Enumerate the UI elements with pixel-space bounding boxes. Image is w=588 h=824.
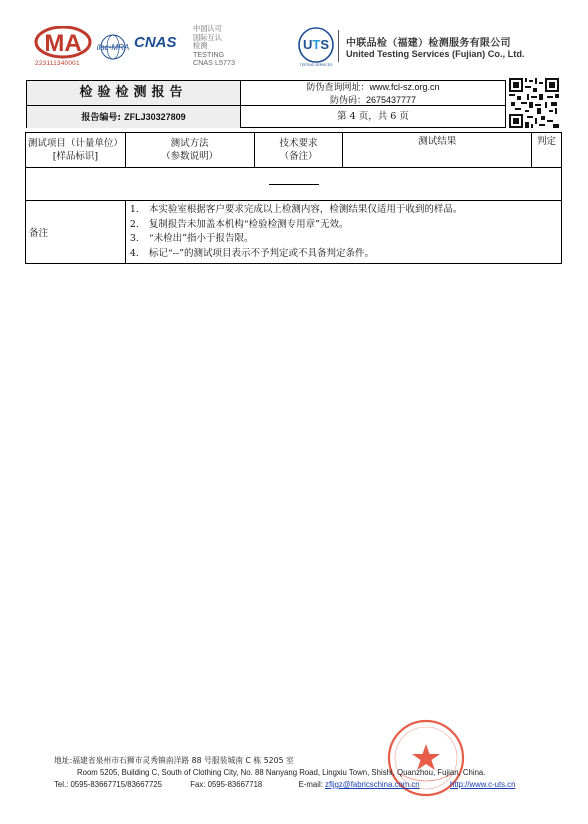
col-judgement: 判定 [532, 133, 562, 168]
anti-fake-url[interactable]: www.fcl-sz.org.cn [369, 82, 440, 92]
report-number: 报告编号: ZFLJ30327809 [27, 106, 240, 128]
end-marker [26, 168, 562, 201]
svg-text:ilac-MRA: ilac-MRA [96, 43, 130, 52]
ilac-mra-logo [92, 33, 134, 61]
footer-address-cn: 地址:福建省泉州市石狮市灵秀镇南洋路 88 号服装城南 C 栋 5205 室 [54, 756, 294, 765]
footer-email-link[interactable]: zfljgz@fabricschina.com.cn [325, 780, 420, 789]
svg-text:UTS: UTS [302, 37, 330, 52]
empty-result-row [26, 168, 562, 201]
cnas-logo: CNAS [134, 34, 177, 51]
col-technical-requirement: 技术要求 （备注） [254, 133, 343, 168]
uts-logo [296, 26, 336, 68]
remark-item: 1. 本实验室根据客户要求完成以上检测内容，检测结果仅适用于收到的样品。 [129, 204, 463, 215]
remarks-label: 备注 [26, 201, 126, 264]
footer-address-en: Room 5205, Building C, South of Clothing City, No. 88 Nanyang Road, Lingxiu Town, Shishi, Quanzhou, Fujian, China. [77, 768, 486, 777]
results-table [25, 132, 562, 264]
svg-text:TESTING SERVICES: TESTING SERVICES [299, 63, 333, 67]
qr-code[interactable] [509, 78, 559, 128]
col-test-item: 测试项目（计量单位） [样品标识] [26, 133, 126, 168]
report-header-table [26, 80, 506, 128]
company-name-en: United Testing Services (Fujian) Co., Ltd. [346, 49, 525, 59]
logo-divider [338, 30, 339, 62]
col-test-method: 测试方法 （参数说明） [125, 133, 254, 168]
remarks-list [125, 201, 561, 264]
anti-fake-info: 防伪查询网址：www.fcl-sz.org.cn 防伪码：2675437777 [241, 81, 505, 106]
accreditation-text: 中国认可 国际互认 检测 TESTING CNAS L5773 [193, 24, 235, 68]
report-title: 检验检测报告 [27, 81, 240, 106]
footer-email-label: E-mail: [298, 780, 323, 789]
footer-website-link[interactable]: http://www.c-uts.cn [449, 780, 516, 789]
table-header-row [26, 133, 562, 168]
company-name-cn: 中联品检（福建）检测服务有限公司 [346, 38, 511, 49]
footer-contact [54, 780, 515, 789]
svg-text:MA: MA [44, 30, 82, 57]
footer-fax: Fax: 0595-83667718 [190, 780, 263, 789]
footer-tel: Tel.: 0595-83667715/83667725 [54, 780, 162, 789]
remarks-row [26, 201, 562, 264]
remark-item: 3. “未检出”指小于报告限。 [129, 233, 254, 244]
remark-item: 2. 复制报告未加盖本机构“检验检测专用章”无效。 [129, 218, 349, 230]
cma-number: 223111340001 [35, 60, 80, 67]
remark-item: 4. 标记“--”的测试项目表示不予判定或不具备判定条件。 [129, 247, 374, 259]
col-test-result: 测试结果 [343, 133, 532, 168]
anti-fake-code: 2675437777 [365, 94, 417, 105]
page-info: 第 4 页，共 6 页 [337, 111, 409, 122]
